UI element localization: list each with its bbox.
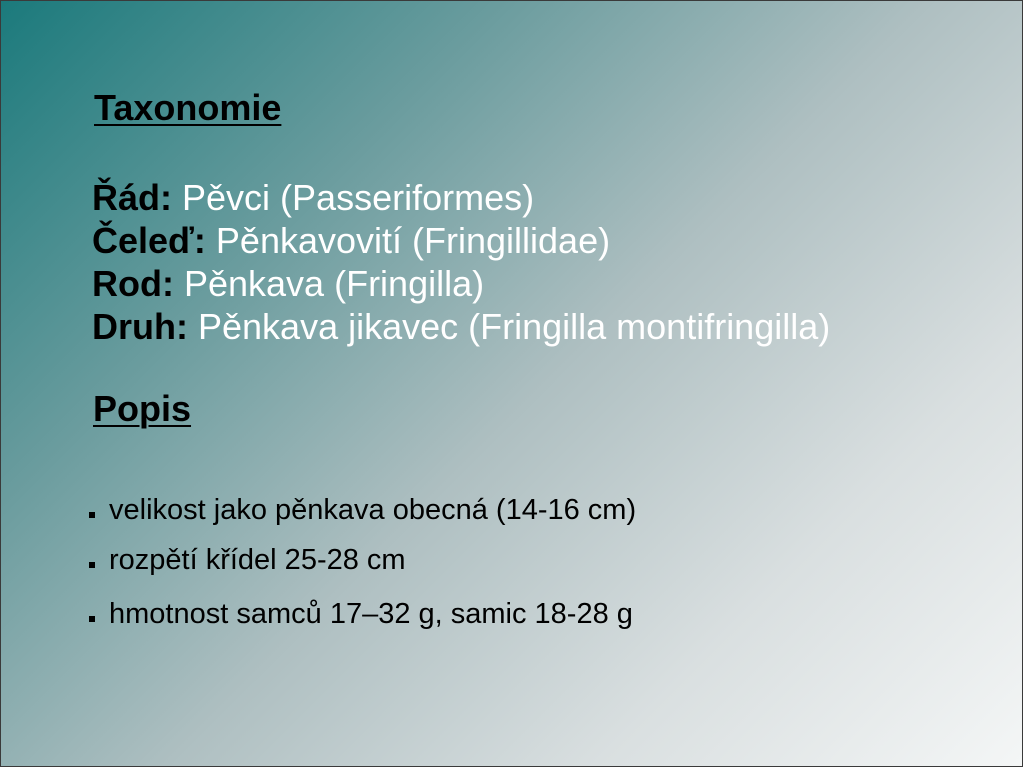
rank-label: Rod:: [92, 263, 174, 304]
rank-label: Druh:: [92, 306, 188, 347]
rank-value: Pěnkava jikavec (Fringilla montifringilla): [198, 306, 831, 347]
description-list: [89, 485, 636, 639]
bullet-text: velikost jako pěnkava obecná (14-16 cm): [109, 493, 637, 526]
bullet-square-icon: [89, 616, 95, 622]
list-item: [89, 485, 636, 535]
rank-value: Pěvci (Passeriformes): [182, 177, 535, 218]
list-item: [89, 535, 636, 585]
taxonomy-row-genus: [92, 262, 830, 305]
taxonomy-heading: Taxonomie: [94, 87, 282, 128]
rank-label: Řád:: [92, 177, 172, 218]
list-item: [89, 589, 636, 639]
rank-label: Čeleď:: [92, 220, 206, 261]
rank-value: Pěnkava (Fringilla): [183, 263, 485, 304]
taxonomy-row-species: [92, 305, 830, 348]
description-heading: Popis: [93, 388, 192, 429]
bullet-text: rozpětí křídel 25-28 cm: [109, 543, 406, 576]
taxonomy-row-order: [92, 176, 830, 219]
bullet-text: hmotnost samců 17–32 g, samic 18-28 g: [109, 597, 633, 630]
taxonomy-list: [92, 176, 830, 348]
bullet-square-icon: [89, 512, 95, 518]
rank-value: Pěnkavovití (Fringillidae): [215, 220, 611, 261]
taxonomy-row-family: [92, 219, 830, 262]
bullet-square-icon: [89, 562, 95, 568]
